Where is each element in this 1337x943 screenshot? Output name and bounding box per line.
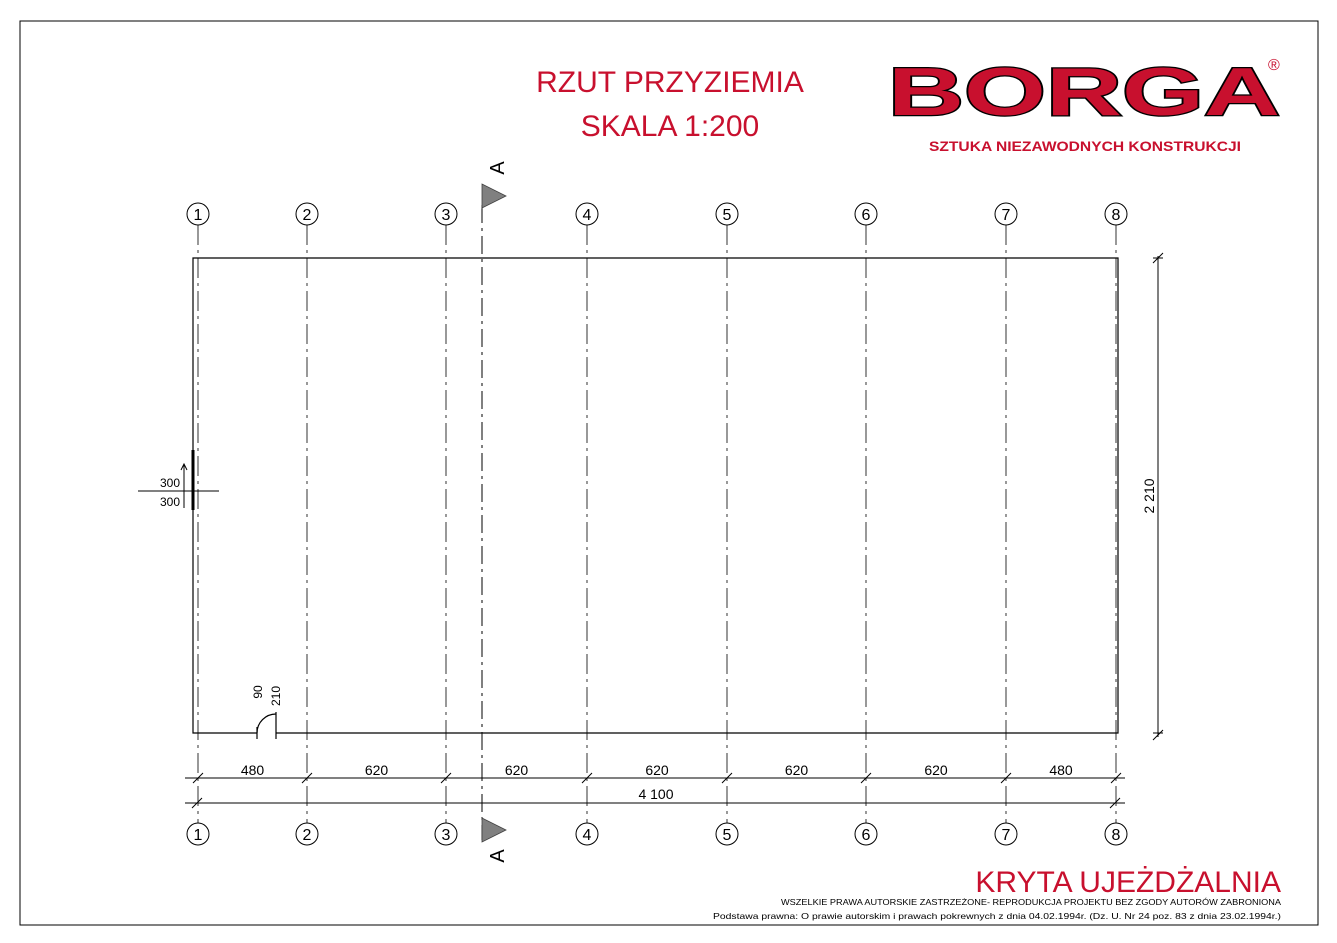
grid-axes	[187, 203, 1127, 845]
door-dimension-210: 210	[269, 685, 283, 707]
project-name: KRYTA UJEŻDŻALNIA	[975, 866, 1281, 899]
section-line-a	[482, 161, 509, 863]
span-dimension: 480	[1049, 762, 1073, 778]
dimension-lines	[185, 253, 1163, 808]
gate-dimension-bottom: 300	[159, 495, 180, 509]
borga-logo	[888, 54, 1280, 154]
span-dimension: 620	[784, 762, 809, 778]
axis-label-bottom: 3	[441, 827, 451, 844]
grid-axis-6	[855, 203, 877, 845]
copyright-notice: WSZELKIE PRAWA AUTORSKIE ZASTRZEŻONE- REPRODUKCJA PROJEKTU BEZ ZGODY AUTORÓW ZABRONIONA	[781, 897, 1282, 907]
axis-label-bottom: 6	[861, 827, 871, 844]
axis-label-top: 6	[861, 207, 871, 224]
axis-label-bottom: 2	[302, 827, 312, 844]
span-dimension: 620	[504, 762, 529, 778]
grid-axis-5	[716, 203, 738, 845]
axis-label-top: 3	[441, 207, 451, 224]
section-label-bottom: A	[487, 849, 509, 863]
logo-brand: BORGA	[888, 54, 1280, 130]
span-dimension: 620	[364, 762, 389, 778]
axis-label-bottom: 1	[193, 827, 203, 844]
axis-label-top: 4	[582, 207, 592, 224]
logo-registered-mark: ®	[1268, 57, 1280, 74]
axis-label-top: 5	[722, 207, 732, 224]
axis-label-bottom: 4	[582, 827, 592, 844]
axis-label-bottom: 7	[1001, 827, 1011, 844]
axis-label-top: 7	[1001, 207, 1011, 224]
span-dimension: 480	[240, 762, 265, 778]
drawing-scale: SKALA 1:200	[580, 110, 760, 143]
grid-axis-3	[435, 203, 457, 845]
axis-label-top: 1	[193, 207, 203, 224]
section-arrow-top-icon	[482, 184, 506, 208]
axis-label-top: 2	[302, 207, 312, 224]
axis-label-top: 8	[1111, 207, 1121, 224]
axis-label-bottom: 5	[722, 827, 732, 844]
width-dimension: 2 210	[1141, 478, 1157, 514]
total-length-dimension: 4 100	[638, 786, 674, 802]
door-opening	[257, 712, 276, 739]
section-label-top: A	[487, 161, 509, 175]
grid-axis-8	[1105, 203, 1127, 845]
gate-dimension-top: 300	[159, 476, 180, 490]
legal-basis-notice: Podstawa prawna: O prawie autorskim i prawach pokrewnych z dnia 04.02.1994r. (Dz. U. Nr 24 poz. 83 z dnia 23.02.1994r.)	[713, 911, 1282, 921]
grid-axis-1	[187, 203, 209, 845]
span-dimension: 620	[645, 762, 669, 778]
building-outline	[193, 258, 1118, 733]
drawing-title: RZUT PRZYZIEMIA	[536, 66, 804, 99]
grid-axis-7	[995, 203, 1017, 845]
door-dimension-90: 90	[251, 685, 265, 699]
logo-tagline: SZTUKA NIEZAWODNYCH KONSTRUKCJI	[929, 138, 1241, 154]
axis-label-bottom: 8	[1111, 827, 1121, 844]
span-dimension: 620	[924, 762, 948, 778]
grid-axis-4	[576, 203, 598, 845]
grid-axis-2	[296, 203, 318, 845]
span-dimension-labels	[241, 762, 1073, 778]
section-arrow-bottom-icon	[482, 818, 506, 842]
